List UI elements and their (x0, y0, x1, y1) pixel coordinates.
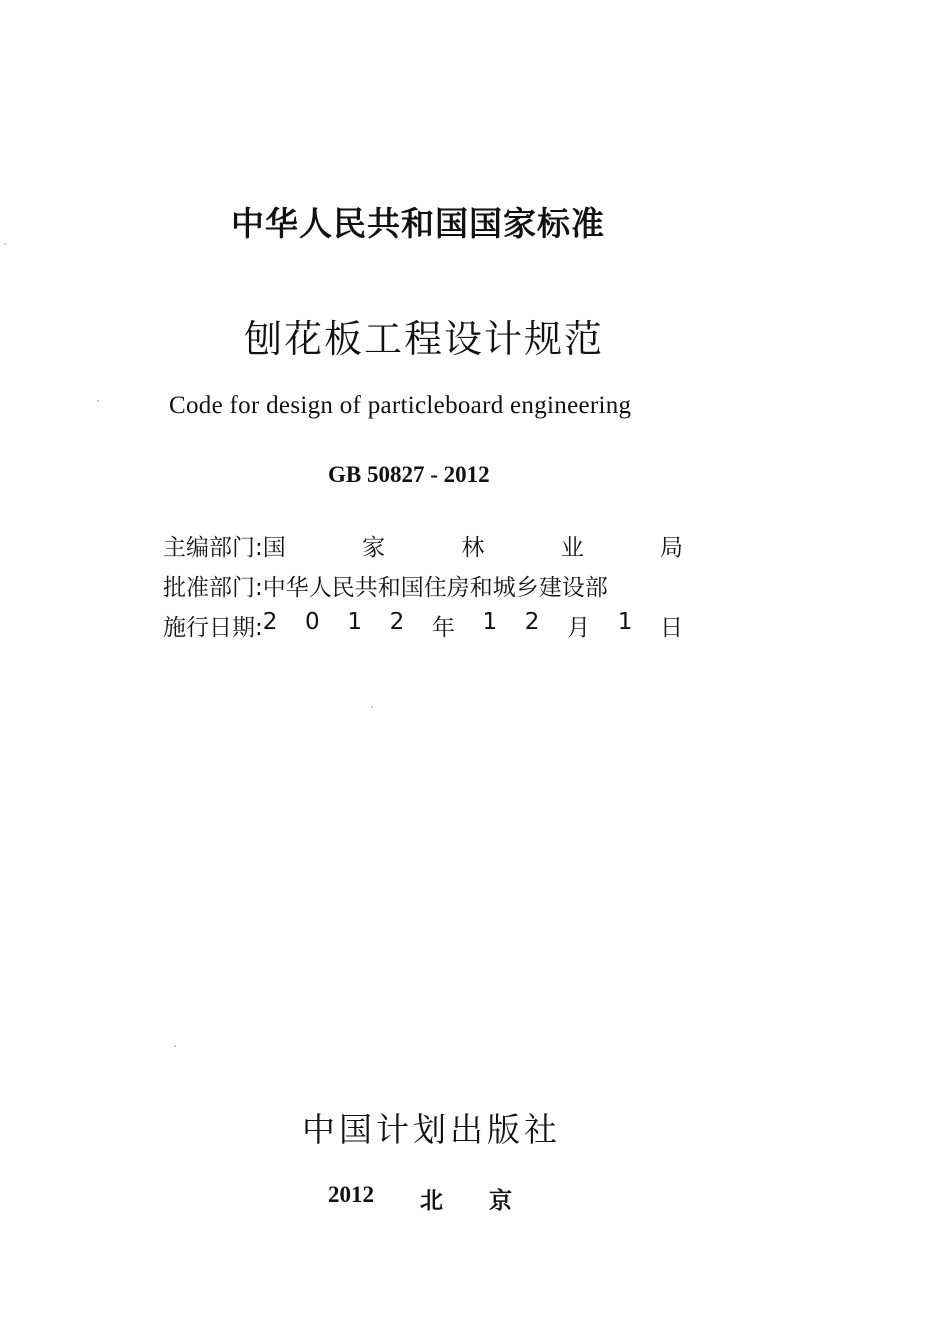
document-title-chinese: 刨花板工程设计规范 (244, 317, 605, 361)
effective-date-char: 2 (262, 608, 278, 635)
chief-editor-char: 国 (262, 534, 286, 561)
scan-speck (4, 243, 6, 245)
standard-number: GB 50827 - 2012 (328, 462, 490, 487)
chief-editor-char: 家 (362, 534, 386, 561)
scan-speck (97, 400, 99, 402)
chief-editor-label: 主编部门: (163, 534, 263, 561)
effective-date-char: 1 (482, 608, 498, 635)
publication-city-char: 北 (420, 1188, 443, 1213)
effective-date-char: 0 (305, 608, 320, 635)
effective-date-char: 1 (347, 608, 362, 635)
scan-speck (174, 1045, 176, 1047)
effective-date-char: 2 (524, 608, 540, 635)
standard-series-title: 中华人民共和国国家标准 (231, 204, 605, 243)
document-title-english: Code for design of particleboard engineering (169, 392, 632, 419)
effective-date-char: 月 (567, 614, 591, 641)
approving-department-value: 中华人民共和国住房和城乡建设部 (262, 574, 608, 601)
scan-speck (371, 706, 373, 708)
approving-department-row (163, 569, 683, 601)
effective-date-char: 1 (617, 608, 633, 635)
publication-year: 2012 (328, 1182, 374, 1207)
effective-date-value (263, 609, 683, 642)
effective-date-row (163, 609, 683, 641)
publication-year-place (328, 1182, 512, 1215)
chief-editor-char: 林 (461, 534, 485, 561)
publisher-name: 中国计划出版社 (302, 1110, 561, 1149)
chief-editor-row (163, 529, 683, 561)
effective-date-char: 2 (389, 608, 405, 635)
effective-date-char: 年 (431, 614, 455, 641)
chief-editor-char: 业 (560, 534, 584, 561)
approving-department-label: 批准部门: (163, 574, 263, 601)
effective-date-label: 施行日期: (163, 614, 263, 641)
effective-date-char: 日 (660, 614, 683, 641)
publication-city-char: 京 (489, 1188, 512, 1213)
chief-editor-value (263, 529, 683, 562)
chief-editor-char: 局 (660, 534, 683, 561)
